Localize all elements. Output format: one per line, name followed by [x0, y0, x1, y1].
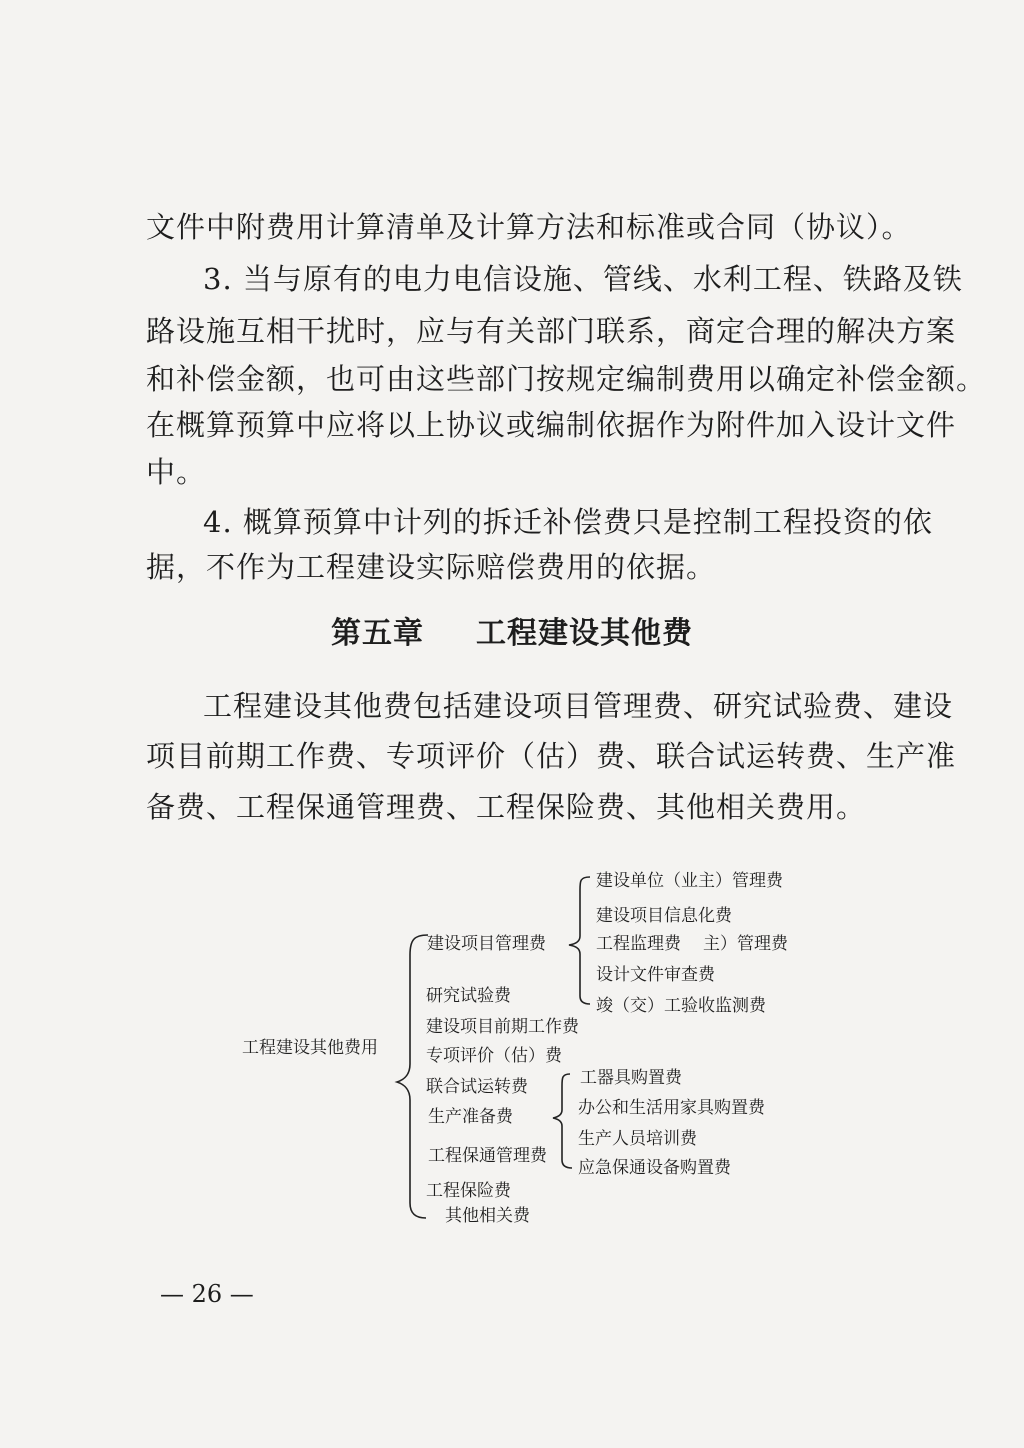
- intro-line-3: 备费、工程保通管理费、工程保险费、其他相关费用。: [146, 790, 867, 824]
- body-line-4: 和补偿金额，也可由这些部门按规定编制费用以确定补偿金额。: [146, 362, 987, 396]
- preparation-brace: [553, 1074, 572, 1168]
- body-line-8: 据，不作为工程建设实际赔偿费用的依据。: [146, 550, 717, 584]
- management-brace: [569, 877, 590, 1004]
- body-line-6: 中。: [146, 455, 207, 489]
- sub-overlap-fragment: 主）管理费: [703, 934, 788, 954]
- item-project-management: 建设项目管理费: [427, 934, 546, 954]
- item-special-evaluation: 专项评价（估）费: [426, 1046, 562, 1066]
- sub-staff-training: 生产人员培训费: [578, 1129, 697, 1149]
- sub-furniture-purchase: 办公和生活用家具购置费: [578, 1098, 765, 1118]
- main-brace: [397, 935, 428, 1218]
- body-line-5: 在概算预算中应将以上协议或编制依据作为附件加入设计文件: [146, 408, 957, 442]
- intro-line-2: 项目前期工作费、专项评价（估）费、联合试运转费、生产准: [146, 739, 957, 773]
- body-line-3: 路设施互相干扰时，应与有关部门联系，商定合理的解决方案: [146, 314, 957, 348]
- item-production-preparation: 生产准备费: [428, 1107, 513, 1127]
- page-number: — 26 —: [160, 1280, 254, 1308]
- diagram-root-label: 工程建设其他费用: [242, 1038, 378, 1058]
- sub-supervision: 工程监理费: [596, 934, 681, 954]
- sub-informatization: 建设项目信息化费: [596, 906, 732, 926]
- item-traffic-management: 工程保通管理费: [428, 1146, 547, 1166]
- body-line-2: 3. 当与原有的电力电信设施、管线、水利工程、铁路及铁: [203, 262, 963, 296]
- sub-acceptance-monitoring: 竣（交）工验收监测费: [596, 996, 766, 1016]
- sub-design-review: 设计文件审查费: [596, 965, 715, 985]
- chapter-title: 工程建设其他费: [476, 616, 693, 651]
- body-line-7: 4. 概算预算中计列的拆迁补偿费只是控制工程投资的依: [203, 505, 933, 539]
- item-research: 研究试验费: [426, 986, 511, 1006]
- chapter-number: 第五章: [331, 616, 424, 651]
- item-insurance: 工程保险费: [426, 1181, 511, 1201]
- body-line-1: 文件中附费用计算清单及计算方法和标准或合同（协议）。: [146, 210, 912, 244]
- item-other-related: 其他相关费: [445, 1206, 530, 1226]
- sub-owner-management: 建设单位（业主）管理费: [596, 871, 783, 891]
- sub-tools-purchase: 工器具购置费: [580, 1068, 682, 1088]
- intro-line-1: 工程建设其他费包括建设项目管理费、研究试验费、建设: [203, 689, 954, 723]
- item-trial-operation: 联合试运转费: [426, 1077, 528, 1097]
- sub-emergency-equipment: 应急保通设备购置费: [578, 1158, 731, 1178]
- item-preliminary-work: 建设项目前期工作费: [426, 1017, 579, 1037]
